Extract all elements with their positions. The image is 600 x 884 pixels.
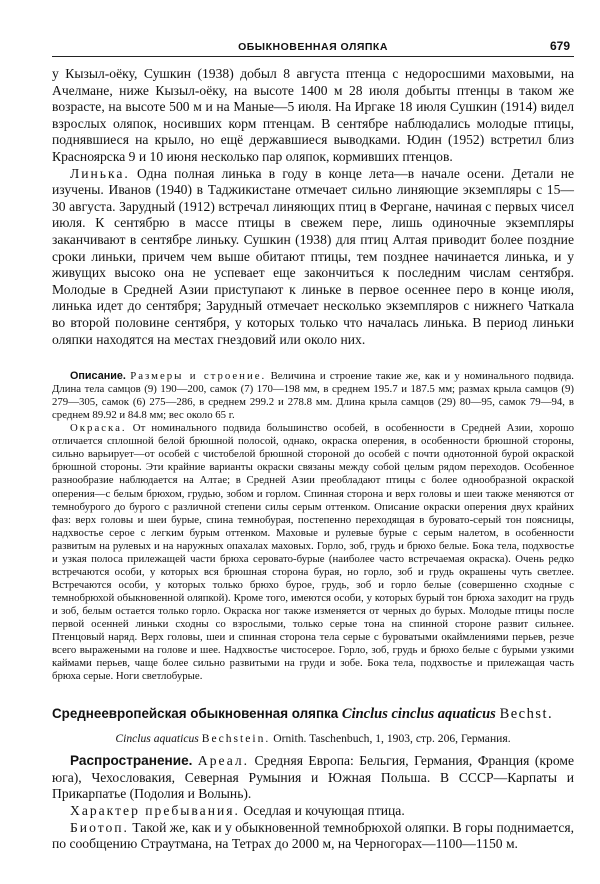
measurements-text: Величина и строение такие же, как и у номинального подвида. Длина тела самцов (9) 190—200, самок (7) 170—198 мм, в среднем 195.7 и 187.5 мм; размах крыла самцов (9) 279—305, самок (6) 275—286, в среднем 299.2 и 278.8 мм. Длина крыла самцов (29) 80—95, самок 79—94, в среднем 89.92 и 84.8 мм; вес около 65 г. [52, 370, 574, 422]
biotope-text: Такой же, как и у обыкновенной темнобрюхой оляпки. В горы поднимается, по сообщению Страутмана, на Тетрах до 2000 м, на Черногорах—1100—1150 м. [52, 819, 574, 852]
citation-reference: Ornith. Taschenbuch, 1, 1903, стр. 206, Германия. [273, 732, 511, 746]
molt-text: Одна полная линька в году в конце лета—в начале осени. Детали не изучены. Иванов (1940) в Таджикистане отмечает сильно линяющие экземпляры с 15—30 августа. Зарудный (1912) встречал линяющих птиц в Фергане, начиная с первых чисел июля. К сентябрю в массе птицы в свежем пере, лишь одиночные экземпляры заканчивают в сентябре линьку. Сушкин (1938) для птиц Алтая приводит более поздние сроки линьки, причем чем выше обитают птицы, тем позднее начинается линька, и у живущих высоко она не успевает еще закончиться к последним числам сентября. Молодые в Средней Азии приступают к линьке в первое осеннее перо в конце июля, линька идет до сентября; Зарудный отмечает несколько экземпляров с нижнего Чаткала во второй половине сентября, у которых только что началась линька. В период линьки оляпки находятся на местах гнездовий или около них. [52, 165, 575, 347]
areal-text: Средняя Европа: Бельгия, Германия, Франция (кроме юга), Чехословакия, Северная Румыния и Южная Польша. В СССР—Карпаты и Прикарпатье (Подолия и Волынь). [52, 753, 574, 802]
subspecies-author: Bechst. [499, 706, 554, 723]
taxonomic-citation [52, 732, 574, 746]
citation-name: Cinclus aquaticus [115, 732, 199, 746]
description-paragraph [52, 370, 574, 422]
running-title: ОБЫКНОВЕННАЯ ОЛЯПКА [238, 41, 388, 53]
distribution-label: Распространение. [70, 753, 193, 769]
molt-paragraph [52, 166, 574, 349]
biotope-label: Биотоп. [70, 819, 129, 835]
biotope-paragraph [52, 820, 574, 853]
coloration-text: От номинального подвида большинство особей, в особенности в Средней Азии, хорошо отличается сплошной белой брюшной полосой, однако, окраска оперения, в особенности брюшной стороны, сильно варьирует—от особей с чистобелой брюшной стороной до особей с почти однотонной бурой окраской брюшной стороны. Эти крайние варианты окраски связаны между собой целым рядом переходов. Особенное разнообразие наблюдается на Алтае; в Средней Азии преобладают птицы с более однообразной окраской оперения—с белым брюхом, грудью, зобом и горлом. Спинная сторона и верх головы и шеи также меняются от темнобурого до бурого с различной степени силы серым оттенком. Описание окраски оперения двух крайних фаз: верх головы и шеи бурые, спина темнобурая, постепенно переходящая в буровато-серый тон поясницы, надхвостье серое с легким бурым оттенком. Маховые и рулевые бурые с серым налетом, в особенности развитым на рулевых и на наружных опахалах маховых. Горло, зоб, грудь и брюхо белые. Бока тела, подхвостье и узкая полоса прилежащей части брюха серовато-бурые (наиболее часто встречаемая окраска). Очень редко встречаются особи, у которых вся брюшная сторона бурая, но горло, зоб и грудь окрашены чуть светлее. Встречаются особи, у которых только брюхо бурое, грудь, зоб и горло белые (совершенно сходные с темнобрюхой обыкновенной оляпкой). Кроме того, имеются особи, у которых бурый тон брюха заходит на грудь и зоб, белым остается только горло. Окраска ног также изменяется от черных до бурых. Молодые птицы после первой осенней линьки сходны со взрослыми, только серые тона на спинной стороне развит сильнее. Птенцовый наряд. Верх головы, шеи и спинная сторона тела серые с буроватыми окаймлениями перьев, резче всего выражеными на голове и шее. Надхвостье чистосерое. Горло, зоб, грудь и брюхо белые с бурыми узкими каймами перьев, чаще более сильно развитыми на груди и зобе. Бока тела, подхвостье и прилежащая часть брюха серые. Ноги светлобурые. [52, 422, 574, 683]
residency-text: Оседлая и кочующая птица. [243, 803, 405, 818]
measurements-label: Размеры и строение. [130, 370, 267, 383]
subspecies-latin-name: Cinclus cinclus aquaticus [341, 706, 496, 723]
citation-author: Bechstein. [201, 732, 271, 746]
areal-label: Ареал. [197, 753, 250, 769]
page-body [52, 66, 574, 853]
subspecies-name-ru: Среднеевропейская обыкновенная оляпка [52, 706, 339, 722]
coloration-label: Окраска. [70, 422, 127, 435]
coloration-paragraph [52, 422, 574, 683]
molt-label: Линька. [70, 165, 130, 181]
residency-paragraph [52, 803, 574, 820]
description-label: Описание. [70, 370, 126, 383]
distribution-paragraph [52, 753, 574, 803]
page-number: 679 [549, 39, 570, 53]
breeding-paragraph: у Кызыл-оёку, Сушкин (1938) добыл 8 августа птенца с недоросшими маховыми, на Ачелмане, ниже Кызыл-оёку, на высоте 1400 м 28 июля добыты птенцы в таком же возрасте, на высоте 500 м и на Маные—5 июля. На Иргаке 18 июля Сушкин (1914) видел взрослых оляпок, носивших корм птенцам. В сентябре наблюдались молодые птицы, поднявшиеся на крыло, но ещё державшиеся выводками. Юдин (1952) встретил близ Красноярска 9 и 10 июня несколько пар оляпок, кормивших птенцов. [52, 66, 574, 164]
subspecies-heading [52, 705, 574, 723]
residency-label: Характер пребывания. [70, 803, 240, 818]
running-header [52, 40, 574, 57]
